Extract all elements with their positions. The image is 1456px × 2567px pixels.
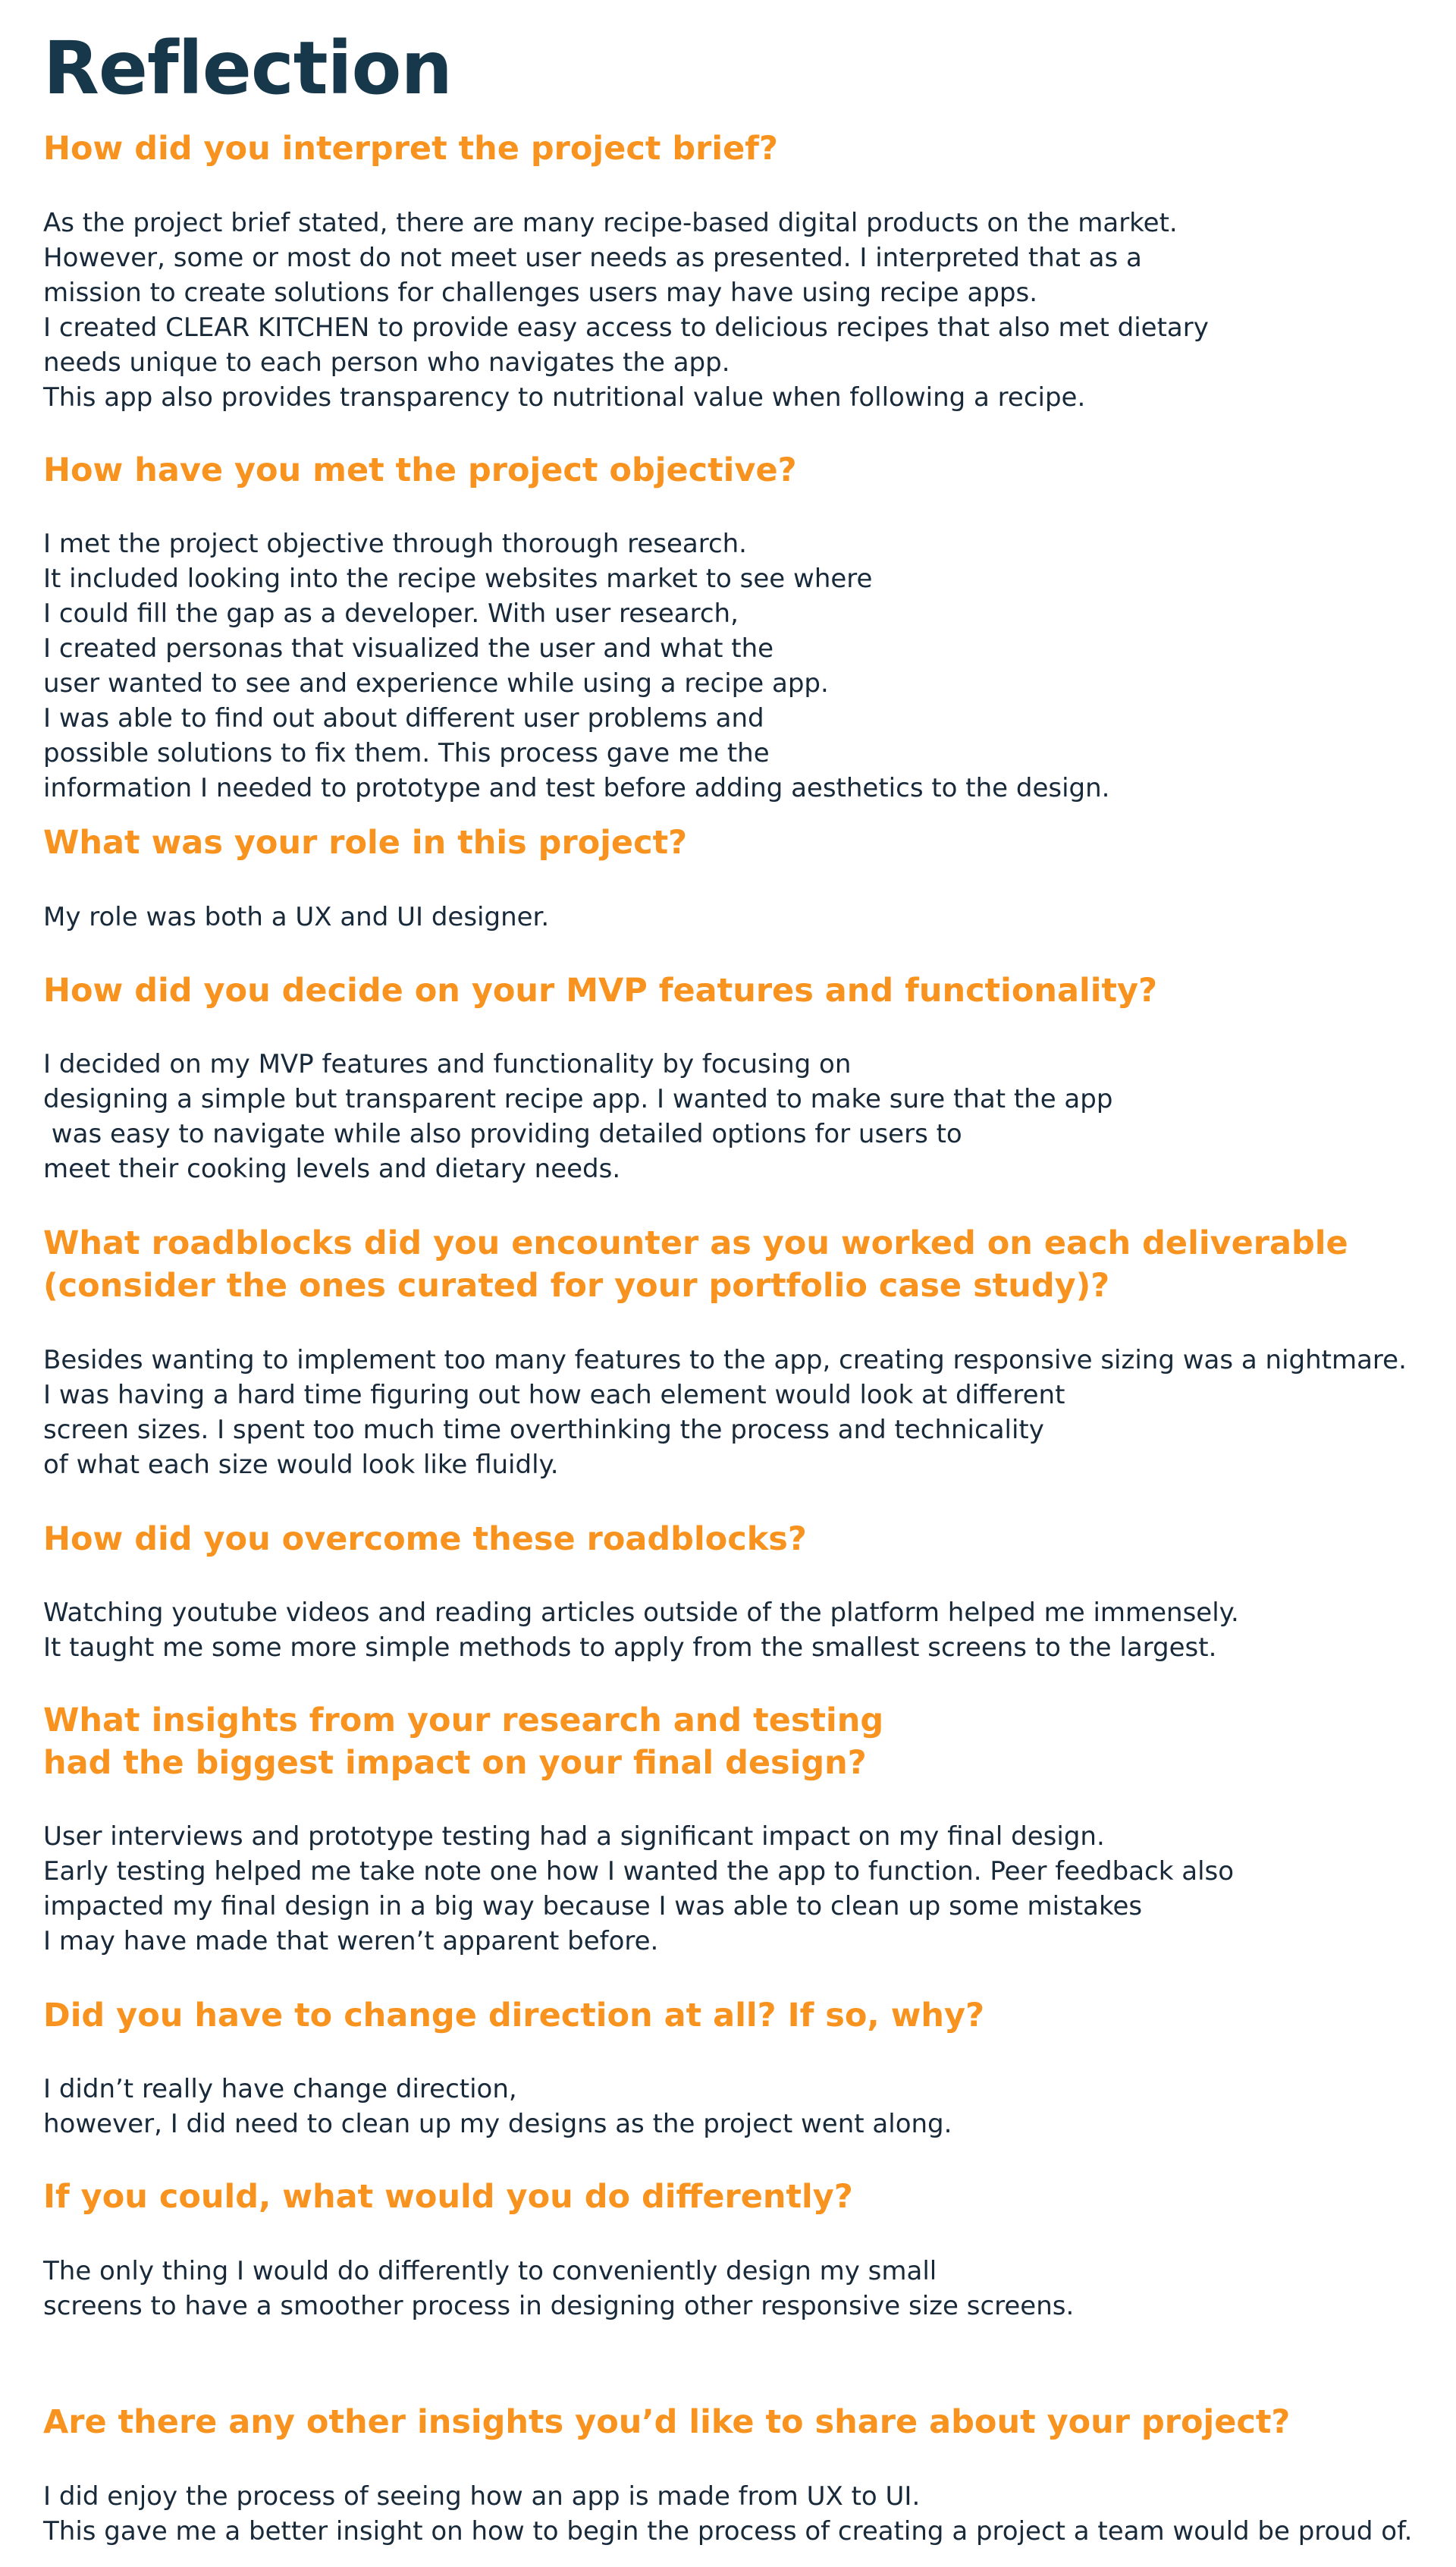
question-change-direction: Did you have to change direction at all? If so, why?	[43, 1997, 985, 2034]
answer-do-differently: The only thing I would do differently to conveniently design my small screens to have a smoother process in designing other responsive size screens.	[43, 2256, 1075, 2321]
answer-mvp-features: I decided on my MVP features and functionality by focusing on designing a simple but transparent recipe app. I wanted to make sure that the app was easy to navigate while also providing detailed options for users to meet their cooking levels and dietary needs.	[43, 1049, 1113, 1184]
question-overcome-roadblocks: How did you overcome these roadblocks?	[43, 1520, 807, 1558]
question-interpret-brief: How did you interpret the project brief?	[43, 130, 778, 168]
answer-role: My role was both a UX and UI designer.	[43, 902, 550, 932]
question-role: What was your role in this project?	[43, 824, 688, 862]
answer-roadblocks: Besides wanting to implement too many features to the app, creating responsive sizing was a nightmare. I was having a hard time figuring out how each element would look at different screen sizes. I spent too much time overthinking the process and technicality of what each size would look like fluidly.	[43, 1345, 1407, 1480]
question-other-insights: Are there any other insights you’d like to share about your project?	[43, 2403, 1291, 2441]
answer-project-objective: I met the project objective through thorough research. It included looking into the recipe websites market to see where I could fill the gap as a developer. With user research, I created personas that visualized the user and what the user wanted to see and experience while using a recipe app. I was able to find out about different user problems and possible solutions to fix them. This process gave me the information I needed to prototype and test before adding aesthetics to the design.	[43, 529, 1110, 803]
question-do-differently: If you could, what would you do differently?	[43, 2178, 853, 2216]
question-roadblocks: What roadblocks did you encounter as you worked on each deliverable (consider the ones curated for your portfolio case study)?	[43, 1224, 1348, 1305]
answer-interpret-brief: As the project brief stated, there are many recipe-based digital products on the market. However, some or most do not meet user needs as presented. I interpreted that as a mission to create solutions for challenges users may have using recipe apps. I created CLEAR KITCHEN to provide easy access to delicious recipes that also met dietary needs unique to each person who navigates the app. This app also provides transparency to nutritional value when following a recipe.	[43, 208, 1209, 413]
question-mvp-features: How did you decide on your MVP features and functionality?	[43, 972, 1158, 1010]
question-project-objective: How have you met the project objective?	[43, 451, 797, 489]
answer-other-insights: I did enjoy the process of seeing how an app is made from UX to UI. This gave me a better insight on how to begin the process of creating a project a team would be proud of.	[43, 2481, 1413, 2547]
question-research-insights: What insights from your research and testing had the biggest impact on your final design?	[43, 1701, 884, 1782]
answer-change-direction: I didn’t really have change direction, however, I did need to clean up my designs as the project went along.	[43, 2074, 952, 2139]
page-title: Reflection	[43, 26, 452, 111]
answer-research-insights: User interviews and prototype testing had a significant impact on my final design. Early testing helped me take note one how I wanted the app to function. Peer feedback also impacted my final design in a big way because I was able to clean up some mistakes I may have made that weren’t apparent before.	[43, 1821, 1235, 1956]
answer-overcome-roadblocks: Watching youtube videos and reading articles outside of the platform helped me immensely. It taught me some more simple methods to apply from the smallest screens to the largest.	[43, 1598, 1239, 1663]
